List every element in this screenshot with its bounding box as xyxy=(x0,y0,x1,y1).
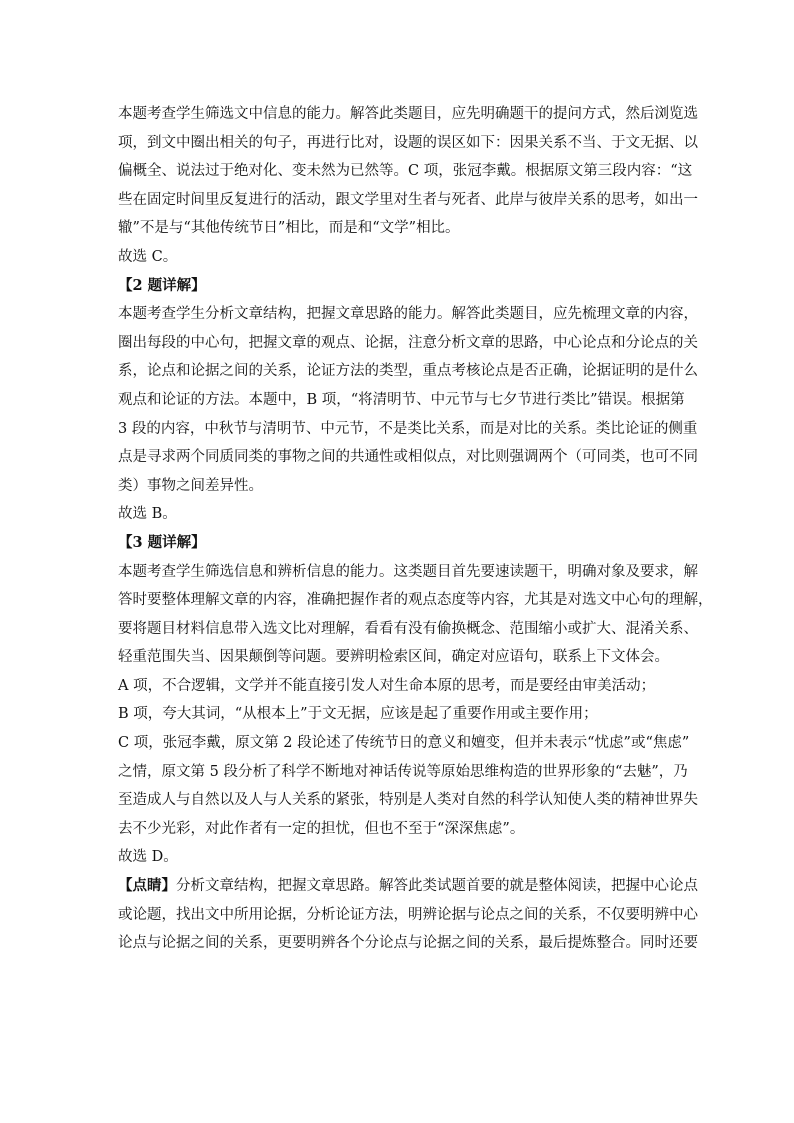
document-page xyxy=(118,100,713,958)
paragraph-line: 系，论点和论据之间的关系，论证方法的类型，重点考核论点是否正确，论据证明的是什么 xyxy=(118,363,698,380)
paragraph-line: 本题考查学生筛选信息和辨析信息的能力。这类题目首先要速读题干，明确对象及要求，解 xyxy=(118,563,698,580)
option-a-line: A 项，不合逻辑，文学并不能直接引发人对生命本原的思考，而是要经由审美活动； xyxy=(118,677,656,694)
paragraph-line: 或论题，找出文中所用论据，分析论证方法，明辨论据与论点之间的关系，不仅要明辨中心 xyxy=(118,906,698,923)
answer-line: 故选 C。 xyxy=(118,248,178,265)
paragraph-line: 3 段的内容，中秋节与清明节、中元节，不是类比关系，而是对比的关系。类比论证的侧重 xyxy=(118,420,698,437)
paragraph-line: 本题考查学生分析文章结构，把握文章思路的能力。解答此类题目，应先梳理文章的内容， xyxy=(118,306,698,323)
paragraph-line: 轻重范围失当、因果颠倒等问题。要辨明检索区间，确定对应语句，联系上下文体会。 xyxy=(118,649,669,666)
paragraph-line: 观点和论证的方法。本题中，B 项，“将清明节、中元节与七夕节进行类比”错误。根据第 xyxy=(118,391,685,408)
paragraph-line: 论点与论据之间的关系，更要明辨各个分论点与论据之间的关系，最后提炼整合。同时还要 xyxy=(118,935,698,952)
answer-line: 故选 B。 xyxy=(118,506,177,523)
paragraph-line: 要将题目材料信息带入选文比对理解，看看有没有偷换概念、范围缩小或扩大、混淆关系、 xyxy=(118,620,698,637)
option-b-line: B 项，夸大其词，“从根本上”于文无据，应该是起了重要作用或主要作用； xyxy=(118,706,598,723)
paragraph-line: 至造成人与自然以及人与人关系的紧张，特别是人类对自然的科学认知使人类的精神世界失 xyxy=(118,792,698,809)
point-line xyxy=(118,872,698,901)
point-text: 分析文章结构，把握文章思路。解答此类试题首要的就是整体阅读，把握中心论点 xyxy=(176,878,698,895)
answer-line: 故选 D。 xyxy=(118,849,178,866)
paragraph-line: 本题考查学生筛选文中信息的能力。解答此类题目，应先明确题干的提问方式，然后浏览选 xyxy=(118,106,698,122)
section-heading: 【3 题详解】 xyxy=(118,533,206,551)
paragraph-line: 辙”不是与“其他传统节日”相比，而是和“文学”相比。 xyxy=(118,220,460,237)
paragraph-line: 类）事物之间差异性。 xyxy=(118,477,263,494)
paragraph-line: 些在固定时间里反复进行的活动，跟文学里对生者与死者、此岸与彼岸关系的思考，如出一 xyxy=(118,191,698,208)
option-c-line: C 项，张冠李戴，原文第 2 段论述了传统节日的意义和嬗变，但并未表示“忧虑”或“焦虑” xyxy=(118,735,690,752)
paragraph-line: 圈出每段的中心句，把握文章的观点、论据，注意分析文章的思路，中心论点和分论点的关 xyxy=(118,334,698,351)
point-heading: 【点睛】 xyxy=(118,877,176,895)
paragraph-line: 之情，原文第 5 段分析了科学不断地对神话传说等原始思维构造的世界形象的“去魅”，乃 xyxy=(118,763,688,780)
section-heading: 【2 题详解】 xyxy=(118,276,206,294)
paragraph-line: 项，到文中圈出相关的句子，再进行比对，设题的误区如下：因果关系不当、于文无据、以 xyxy=(118,134,698,151)
paragraph-line: 答时要整体理解文章的内容，准确把握作者的观点态度等内容，尤其是对选文中心句的理解， xyxy=(118,592,713,609)
paragraph-line: 偏概全、说法过于绝对化、变未然为已然等。C 项，张冠李戴。根据原文第三段内容：“这 xyxy=(118,163,693,180)
paragraph-line: 点是寻求两个同质同类的事物之间的共通性或相似点，对比则强调两个（可同类，也可不同 xyxy=(118,449,698,466)
paragraph-line: 去不少光彩，对此作者有一定的担忧，但也不至于“深深焦虑”。 xyxy=(118,820,525,837)
